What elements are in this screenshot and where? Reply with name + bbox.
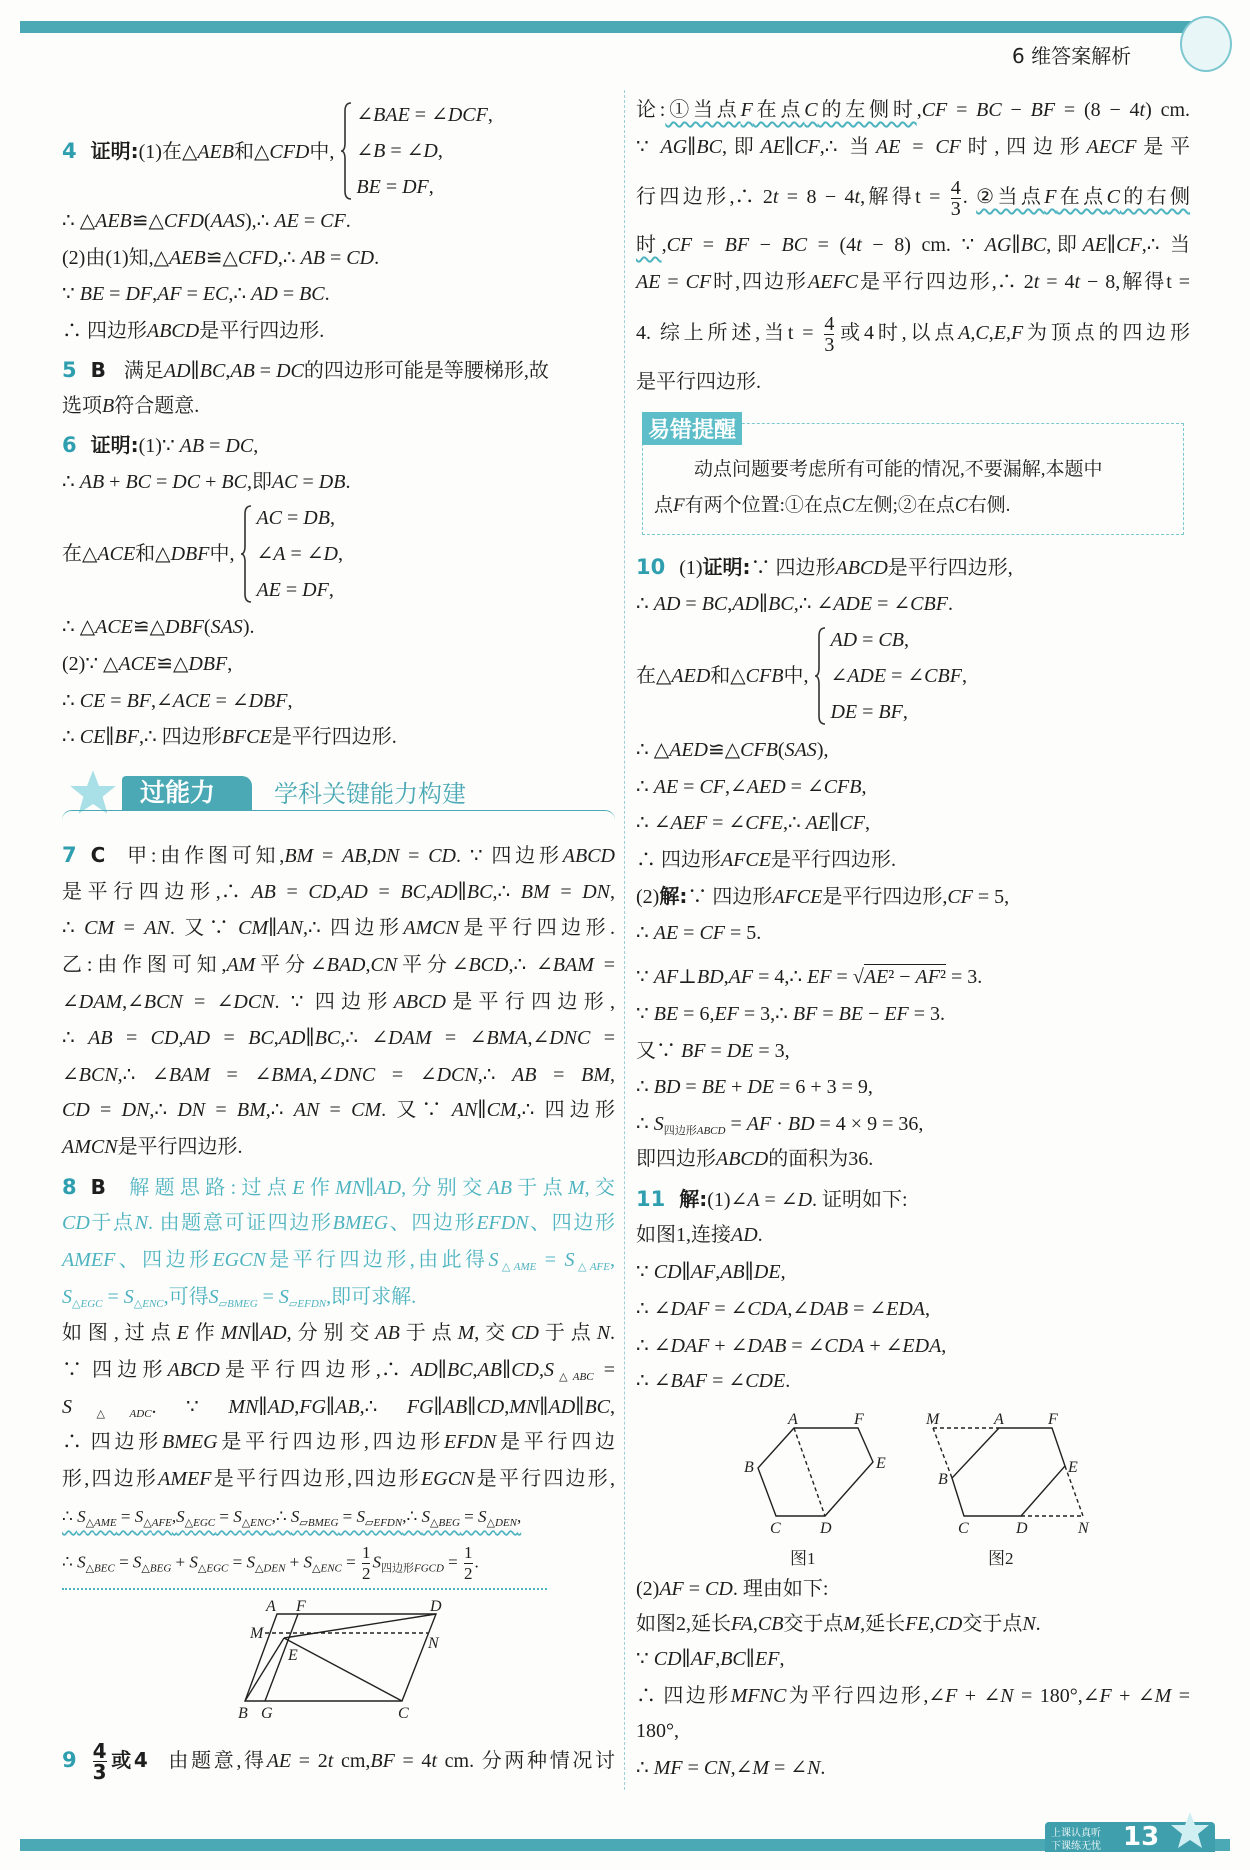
text-line: ∴ 四边形ABCD是平行四边形.: [62, 320, 325, 342]
tip-line: 动点问题要考虑所有可能的情况,不要漏解,本题中: [694, 459, 1103, 480]
mascot-logo-icon: [1180, 16, 1232, 72]
q11-hexagon-figures: [740, 1405, 1110, 1573]
label-d: D: [1016, 1520, 1028, 1537]
text-line: ∵ BE = DF,AF = EC,∴ AD = BC.: [62, 283, 330, 305]
text-line: ∴ BD = BE + DE = 6 + 3 = 9,: [636, 1076, 873, 1098]
label-n: N: [1078, 1520, 1089, 1537]
label-n: N: [428, 1635, 439, 1652]
proof-label: 证明:: [90, 138, 139, 163]
banner-underline: [62, 810, 615, 821]
text-line: ∵ 四边形ABCD是平行四边形,∴ $AD\parallel BC,AB\parallel CD,S_{\triangle ABC}$ =: [62, 1359, 615, 1383]
text-line: 如图,过点E作MN∥AD,分别交AB于点M,交CD于点N.: [62, 1322, 616, 1344]
label-e: E: [876, 1455, 886, 1472]
text-line: ∴ △AEB≌△CFD(AAS),∴ AE = CF.: [62, 210, 351, 232]
text-line: 选项B符合题意.: [62, 395, 200, 417]
label-d: D: [820, 1520, 832, 1537]
label-f: F: [1048, 1411, 1058, 1428]
q6-brace-intro: 在△ACE和△DBF中,: [62, 543, 235, 565]
mascot-star-icon: [68, 768, 118, 816]
label-f: F: [854, 1411, 864, 1428]
text-line: ∴ AE = CF,∠AED = ∠CFB,: [636, 776, 867, 798]
text-line: ∴ ∠AEF = ∠CFE,∴ AE∥CF,: [636, 812, 870, 834]
text-line: ∵ BE = 6,EF = 3,∴ BF = BE − EF = 3.: [636, 1003, 946, 1025]
text-line: 又∵ BF = DE = 3,: [636, 1040, 790, 1062]
label-d: D: [430, 1598, 442, 1615]
label-c: C: [958, 1520, 969, 1537]
column-divider: [624, 90, 625, 1790]
q5-line: [62, 354, 615, 386]
footer-tab: [1045, 1822, 1215, 1852]
tip-line: 点F有两个位置:①在点C左侧;②在点C右侧.: [654, 495, 1011, 516]
segment-ed: [284, 1614, 436, 1638]
text-line: ∴ △ACE≌△DBF(SAS).: [62, 616, 255, 638]
mascot-star-icon: [1170, 1810, 1210, 1850]
q10-line: [636, 551, 1190, 583]
text-line: 4. 综上所述,当t = $\frac{4}{3}$ 或4时,以点A,C,E,F为顶点的四边形: [636, 312, 1191, 356]
fig2-caption: 图2: [988, 1549, 1014, 1568]
label-c: C: [770, 1520, 781, 1537]
text-line: 180°,: [636, 1720, 679, 1742]
parallelogram-abcd: [245, 1614, 436, 1701]
q6-brace-item: AC = DB,: [256, 507, 335, 529]
page-number: 13: [1123, 1822, 1160, 1852]
hint-line: AMEF、四边形EGCN是平行四边形,由此得$S_{\triangle AME} = S_{\triangle AFE}$,: [62, 1249, 615, 1273]
tip-title: 易错提醒: [642, 412, 742, 445]
label-g: G: [261, 1705, 273, 1722]
text: 甲:由作图可知,BM = AB,DN = CD. ∵ 四边形ABCD: [123, 845, 615, 867]
banner-subtitle: 学科关键能力构建: [274, 780, 466, 808]
wavy-underline: [62, 1588, 547, 1590]
label-b: B: [938, 1471, 948, 1488]
text-line: ∴ AB + BC = DC + BC,即AC = DB.: [62, 471, 351, 493]
q8-parallelogram-figure: [230, 1598, 460, 1725]
label-a: A: [266, 1598, 276, 1615]
q10-brace-intro: 在△AED和△CFB中,: [636, 665, 809, 687]
q7-line: [62, 839, 615, 871]
text: 满足AD∥BC,AB = DC的四边形可能是等腰梯形,故: [123, 360, 549, 382]
question-number: 6: [62, 433, 77, 457]
text-line: ∵ CD∥AF,AB∥DE,: [636, 1261, 786, 1283]
text-line: 如图1,连接AD.: [636, 1224, 763, 1246]
hint-line: CD于点N. 由题意可证四边形BMEG、四边形EFDN、四边形: [62, 1212, 616, 1234]
q6-brace-item: ∠A = ∠D,: [256, 543, 343, 565]
q4-intro: [62, 135, 334, 168]
hexagon-fig1: [758, 1428, 873, 1516]
text-line: ∴ 四边形MFNC为平行四边形,∠F + ∠N = 180°,∠F + ∠M =: [636, 1685, 1190, 1707]
banner-title: 过能力: [140, 778, 216, 807]
text-line: (2)由(1)知,△AEB≌△CFD,∴ AB = CD.: [62, 247, 380, 269]
text-line: ∴ $S_{\triangle AME} = S_{\triangle AFE},S_{\triangle EGC}$ = $S_{\triangle ENC},\therefore$ $S_{▱BMEG}$ = $S_{▱EFDN},\therefore$ $S_{\triangle BEG} = S_{\triangle DEN}$,: [62, 1507, 522, 1529]
label-e: E: [1068, 1459, 1078, 1476]
segment-ec: [284, 1638, 402, 1701]
text: 由题意,得AE = 2t cm,BF = 4t cm. 分两种情况讨: [165, 1750, 616, 1772]
header-title: 6 维答案解析: [1012, 44, 1132, 68]
text-line: ∵ CD∥AF,BC∥EF,: [636, 1648, 785, 1670]
answer-choice: B: [90, 358, 106, 382]
question-number: 9: [62, 1748, 77, 1772]
text-line: 即四边形ABCD的面积为36.: [636, 1148, 874, 1170]
text-line: 是平行四边形,∴ AB = CD,AD = BC,AD∥BC,∴ BM = DN,: [62, 881, 616, 903]
text-line: ∴ AD = BC,AD∥BC,∴ ∠ADE = ∠CBF.: [636, 593, 953, 615]
text-line: 行四边形,∴ 2t = 8 − 4t,解得t = $\frac{4}{3}$ . ②当点F在点C的右侧: [636, 176, 1191, 220]
text-line: AMCN是平行四边形.: [62, 1136, 243, 1158]
question-number: 10: [636, 555, 666, 579]
text-line: AE = CF时,四边形AEFC是平行四边形,∴ 2t = 4t − 8,解得t =: [636, 271, 1191, 293]
q10-brace-item: ∠ADE = ∠CBF,: [830, 665, 967, 687]
hexagon-fig2: [952, 1428, 1065, 1516]
q10-brace-item: AD = CB,: [830, 629, 909, 651]
text-line: ∴ CM = AN. 又∵ CM∥AN,∴ 四边形AMCN是平行四边形.: [62, 917, 615, 939]
text-line: ∴ $S_{四边形ABCD}$ = AF · BD = 4 × 9 = 36,: [636, 1113, 924, 1137]
label-a: A: [994, 1411, 1004, 1428]
text-line: ∴ ∠BAF = ∠CDE.: [636, 1370, 791, 1392]
text-line: 乙:由作图可知,AM平分∠BAD,CN平分∠BCD,∴ ∠BAM =: [62, 954, 616, 976]
answer-choice: C: [90, 843, 106, 867]
q4-brace-item: BE = DF,: [356, 176, 434, 198]
hint-line: $S_{\triangle EGC} = S_{\triangle ENC}$,可得$S_{▱BMEG} = S_{▱EFDN}$,即可求解.: [62, 1286, 417, 1310]
q10-brace-item: DE = BF,: [830, 701, 908, 723]
q6-brace-item: AE = DF,: [256, 579, 334, 601]
text-line: ∴ CE = BF,∠ACE = ∠DBF,: [62, 690, 293, 712]
text-line: ∴ AE = CF = 5.: [636, 922, 762, 944]
text-line: 如图2,延长FA,CB交于点M,延长FE,CD交于点N.: [636, 1613, 1041, 1635]
text-line: (2)解:∵ 四边形AFCE是平行四边形,CF = 5,: [636, 884, 1010, 908]
label-a: A: [788, 1411, 798, 1428]
text-line: ∴ $S_{\triangle BEC} = S_{\triangle BEG} + S_{\triangle EGC} = S_{\triangle DEN} + S_{\triangle ENC}$ = $\frac{1}{2}$ $S_{四边形FGCD}$ = $\frac{1}{2}$ .: [62, 1543, 479, 1583]
text-line: 论:①当点F在点C的左侧时,CF = BC − BF = (8 − 4t) cm.: [636, 99, 1190, 121]
segment-ad: [794, 1428, 825, 1516]
answer-value: $\frac{4}{3}$ 或4: [92, 1739, 148, 1784]
proof-label: 证明:: [90, 433, 139, 457]
text-line: 时,CF = BF − BC = (4t − 8) cm. ∵ AG∥BC,即AE∥CF,∴ 当: [636, 234, 1190, 256]
text: (1)证明:∵ 四边形ABCD是平行四边形,: [679, 555, 1013, 579]
question-number: 4: [62, 138, 77, 163]
question-number: 8: [62, 1175, 77, 1199]
text-line: ∵ AF⊥BD,AF = 4,∴ EF = √AE² − AF² = 3.: [636, 966, 983, 988]
text-line: ∴ ∠DAF + ∠DAB = ∠CDA + ∠EDA,: [636, 1335, 947, 1357]
label-f: F: [296, 1598, 306, 1615]
text-line: ∠DAM,∠BCN = ∠DCN. ∵ 四边形ABCD是平行四边形,: [62, 991, 615, 1013]
label-b: B: [744, 1459, 754, 1476]
question-number: 5: [62, 358, 77, 382]
hint-text: 解题思路:过点E作MN∥AD,分别交AB于点M,交: [123, 1177, 616, 1199]
text-line: $S_{\triangle ADC}$. ∵ MN∥AD,FG∥AB,∴ FG∥AB∥CD,MN∥AD∥BC,: [62, 1396, 615, 1420]
q9-line: [62, 1739, 616, 1784]
fig1-caption: 图1: [790, 1549, 816, 1568]
brace-icon: [814, 626, 826, 726]
footer-slogan-2: 下课练无忧: [1051, 1841, 1101, 1852]
text-line: CD = DN,∴ DN = BM,∴ AN = CM. 又∵ AN∥CM,∴ 四边形: [62, 1099, 616, 1121]
text-line: (2)AF = CD. 理由如下:: [636, 1578, 829, 1600]
section-banner: [62, 770, 615, 824]
text-line: ∴ AB = CD,AD = BC,AD∥BC,∴ ∠DAM = ∠BMA,∠DNC =: [62, 1027, 616, 1049]
q4-brace-block: [62, 97, 493, 205]
text: 解:(1)∠A = ∠D. 证明如下:: [679, 1187, 908, 1211]
label-m: M: [926, 1411, 940, 1428]
text-line: 形,四边形AMEF是平行四边形,四边形EGCN是平行四边形,: [62, 1468, 616, 1490]
text-line: ∴ MF = CN,∠M = ∠N.: [636, 1757, 826, 1779]
text-line: ∴ △AED≌△CFB(SAS),: [636, 739, 829, 761]
top-banner-bar: [20, 21, 1220, 33]
q6-brace-block: [62, 500, 343, 608]
question-number: 11: [636, 1187, 666, 1211]
brace-icon: [240, 504, 252, 604]
label-m: M: [250, 1625, 264, 1642]
q8-line: [62, 1171, 615, 1203]
question-number: 7: [62, 843, 77, 867]
text: (1)∵ AB = DC,: [138, 435, 259, 457]
q4-brace-item: ∠BAE = ∠DCF,: [356, 104, 493, 126]
label-c: C: [398, 1705, 409, 1722]
q6-line: [62, 429, 615, 461]
q4-brace-item: ∠B = ∠D,: [356, 140, 443, 162]
text-line: ∴ CE∥BF,∴ 四边形BFCE是平行四边形.: [62, 726, 397, 748]
text-line: ∴ 四边形AFCE是平行四边形.: [636, 849, 896, 871]
text-line: ∠BCN,∴ ∠BAM = ∠BMA,∠DNC = ∠DCN,∴ AB = BM,: [62, 1064, 615, 1086]
footer-slogan-1: 上课认真听: [1051, 1828, 1101, 1839]
label-e: E: [288, 1647, 298, 1664]
text-line: 是平行四边形.: [636, 371, 761, 393]
text-line: (2)∵ △ACE≌△DBF,: [62, 653, 233, 675]
q10-brace-block: [636, 622, 967, 730]
answer-choice: B: [90, 1175, 106, 1199]
q4-intro-text: (1)在△AEB和△CFD中,: [138, 140, 335, 163]
brace-icon: [340, 101, 352, 201]
text-line: ∴ ∠DAF = ∠CDA,∠DAB = ∠EDA,: [636, 1298, 931, 1320]
text-line: ∴ 四边形BMEG是平行四边形,四边形EFDN是平行四边: [62, 1431, 616, 1453]
text-line: ∵ AG∥BC,即AE∥CF,∴ 当AE = CF时,四边形AECF是平: [636, 136, 1191, 158]
label-b: B: [238, 1705, 248, 1722]
q11-line: [636, 1183, 1190, 1215]
